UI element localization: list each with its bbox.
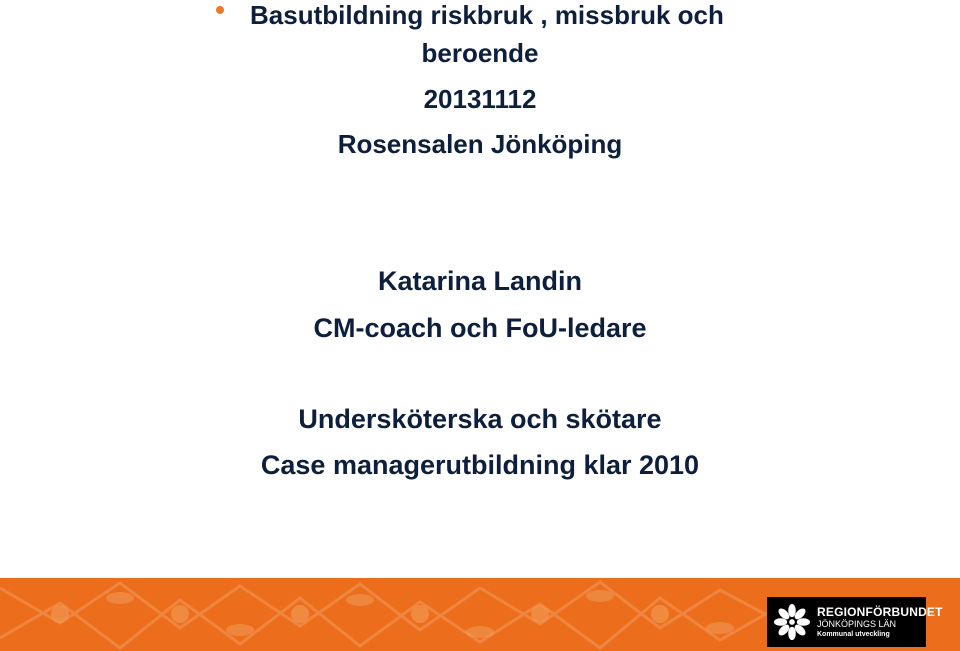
event-date: 20131112 [423,84,537,114]
logo-tagline: Kommunal utveckling [817,630,890,638]
education-line-2: Case managerutbildning klar 2010 [260,450,700,480]
logo-region: JÖNKÖPINGS LÄN [817,618,897,629]
presenter-role: CM-coach och FoU-ledare [313,313,647,343]
event-place: Rosensalen Jönköping [337,129,623,159]
regionforbundet-logo [767,597,943,647]
logo-text [817,605,943,640]
flower-logo-icon [773,603,811,641]
bullet-icon [216,6,224,14]
presenter-name: Katarina Landin [377,266,583,296]
logo-name: REGIONFÖRBUNDET [817,604,943,619]
title-line-1: Basutbildning riskbruk , missbruk och [250,0,724,30]
education-line-1: Undersköterska och skötare [298,404,662,434]
title-line-2: beroende [421,38,539,68]
